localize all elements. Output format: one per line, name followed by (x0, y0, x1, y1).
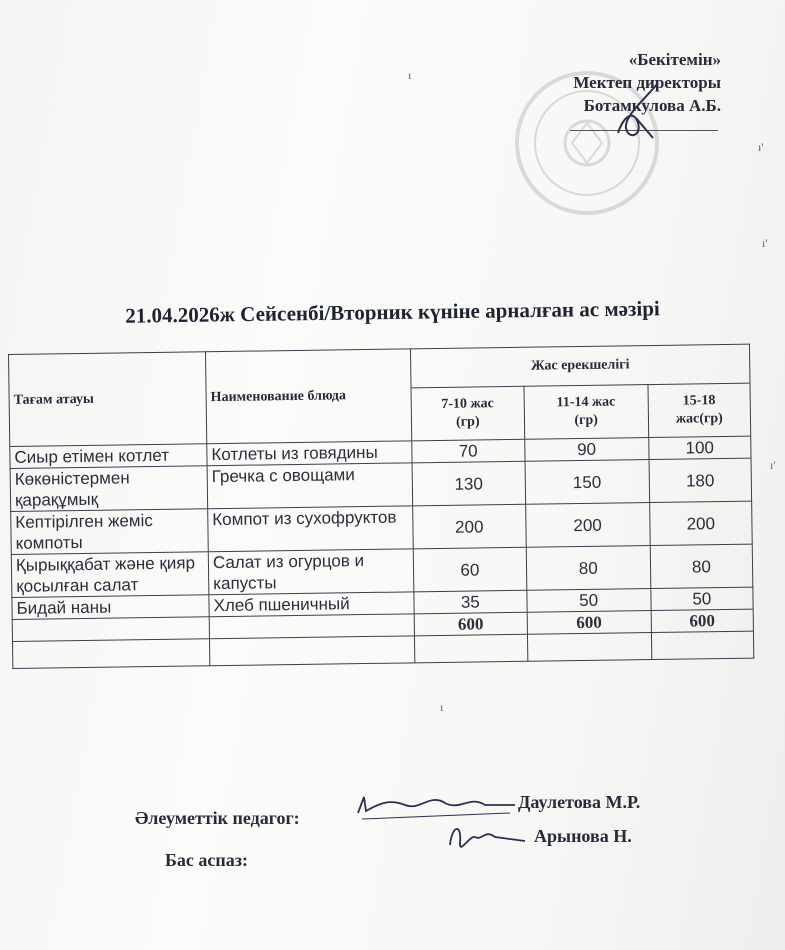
paper-mark: ı' (758, 140, 764, 154)
portion-7-10: 35 (414, 590, 527, 614)
dish-name-ru: Компот из сухофруктов (208, 506, 414, 552)
header-name-kz: Тағам атауы (9, 352, 207, 447)
portion-15-18: 200 (649, 501, 752, 545)
approval-position: Мектеп директоры (573, 73, 721, 92)
portion-15-18: 100 (648, 436, 751, 459)
portion-11-14: 80 (526, 546, 651, 591)
dish-name-ru: Гречка с овощами (207, 463, 413, 509)
pedagog-label: Әлеуметтік педагог: (135, 808, 300, 828)
paper-mark: ı' (762, 236, 768, 250)
pedagog-name: Даулетова М.Р. (518, 792, 641, 812)
total-7-10: 600 (414, 612, 527, 636)
dish-name-kz: Кептірілген жеміс компоты (11, 509, 209, 555)
total-11-14: 600 (527, 611, 651, 635)
approval-heading: «Бекітемін» (628, 50, 721, 69)
dish-name-kz: Қырыққабат және қияр қосылған салат (11, 552, 209, 598)
portion-7-10: 70 (412, 439, 525, 463)
dish-name-ru: Котлеты из говядины (207, 441, 412, 466)
total-15-18: 600 (651, 609, 754, 632)
dish-name-ru: Хлеб пшеничный (209, 592, 414, 617)
paper-mark: ı (440, 700, 444, 714)
cook-signature-icon (440, 815, 530, 860)
header-name-ru: Наименование блюда (205, 349, 411, 444)
header-age-15-18-line2: жас(гр) (675, 411, 723, 427)
paper-mark: ı (408, 68, 412, 82)
header-age-7-10-line1: 7-10 жас (441, 396, 494, 412)
dish-name-ru: Салат из огурцов и капусты (208, 549, 414, 595)
header-age-11-14-line2: (гр) (574, 412, 599, 429)
dish-name-kz: Көкөністермен қарақұмық (10, 466, 208, 512)
cook-label: Бас аспаз: (165, 850, 248, 870)
portion-11-14: 50 (527, 589, 651, 613)
header-age-11-14-line1: 11-14 жас (556, 394, 616, 411)
portion-7-10: 200 (413, 504, 526, 549)
portion-15-18: 180 (649, 458, 752, 502)
portion-11-14: 90 (524, 438, 648, 462)
portion-11-14: 150 (525, 460, 650, 505)
dish-name-kz: Сиыр етімен котлет (10, 444, 207, 469)
header-age-15-18-line1: 15-18 (682, 393, 716, 409)
paper-mark: ı' (770, 458, 776, 472)
cook-name: Арынова Н. (534, 826, 632, 846)
page-title: 21.04.2026ж Сейсенбі/Вторник күніне арналған ас мәзірі (125, 296, 660, 328)
header-age-7-10-line2: (гр) (455, 414, 480, 430)
portion-15-18: 80 (650, 544, 753, 588)
portion-7-10: 60 (413, 547, 526, 592)
approval-director-name: Ботамкулова А.Б. (583, 96, 721, 115)
portion-11-14: 200 (525, 503, 650, 548)
header-age-group: Жас ерекшелігі (410, 344, 750, 388)
portion-15-18: 50 (651, 587, 754, 610)
dish-name-kz: Бидай наны (12, 595, 209, 620)
portion-7-10: 130 (412, 461, 525, 506)
